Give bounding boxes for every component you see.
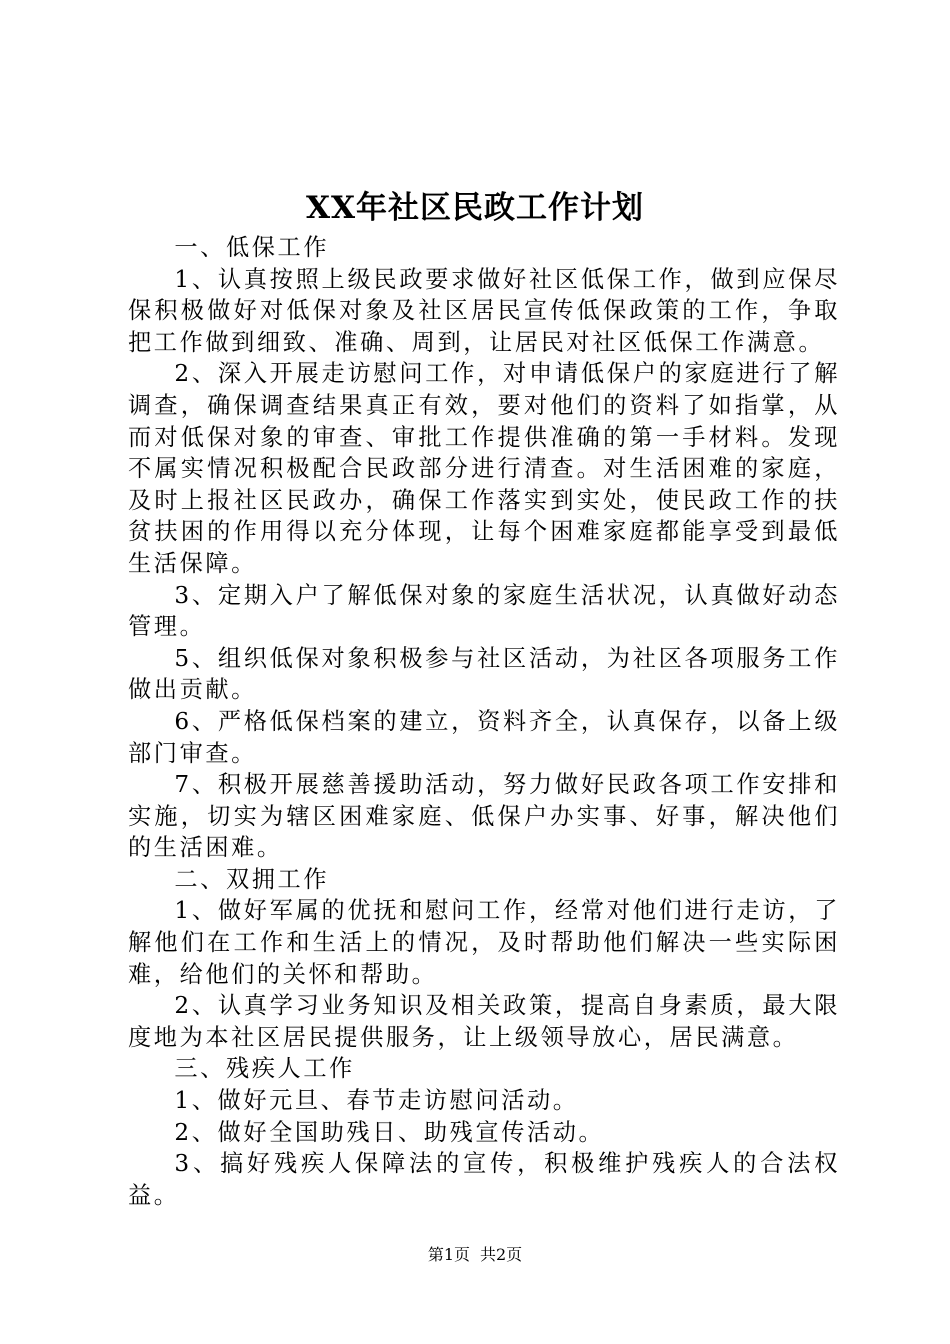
- section-heading: 三、残疾人工作: [174, 1055, 355, 1083]
- paragraph: 5、组织低保对象积极参与社区活动，为社区各项服务工作做出贡献。: [128, 644, 840, 704]
- document-body: [128, 232, 840, 1211]
- paragraph: 2、认真学习业务知识及相关政策，提高自身素质，最大限度地为本社区居民提供服务，让上级领导放心，居民满意。: [128, 992, 840, 1051]
- page-total: 共2页: [480, 1245, 523, 1264]
- paragraph: 3、搞好残疾人保障法的宣传，积极维护残疾人的合法权益。: [128, 1150, 840, 1209]
- paragraph: 6、严格低保档案的建立，资料齐全，认真保存，以备上级部门审查。: [128, 707, 840, 767]
- paragraph: 1、做好军属的优抚和慰问工作，经常对他们进行走访，了解他们在工作和生活上的情况，及时帮助他们解决一些实际困难，给他们的关怀和帮助。: [128, 897, 840, 988]
- paragraph: 1、认真按照上级民政要求做好社区低保工作，做到应保尽保积极做好对低保对象及社区居民宣传低保政策的工作，争取把工作做到细致、准确、周到，让居民对社区低保工作满意。: [128, 265, 840, 356]
- paragraph: 2、做好全国助残日、助残宣传活动。: [174, 1118, 605, 1146]
- document-title: XX年社区民政工作计划: [305, 190, 645, 226]
- paragraph: 7、积极开展慈善援助活动，努力做好民政各项工作安排和实施，切实为辖区困难家庭、低保户办实事、好事，解决他们的生活困难。: [128, 771, 840, 862]
- page-number: 第1页: [427, 1245, 470, 1264]
- paragraph: 3、定期入户了解低保对象的家庭生活状况，认真做好动态管理。: [128, 581, 840, 641]
- section-heading: 二、双拥工作: [174, 865, 330, 893]
- page-footer: [0, 1244, 950, 1266]
- section-heading: 一、低保工作: [174, 234, 330, 261]
- paragraph: 2、深入开展走访慰问工作，对申请低保户的家庭进行了解调查，确保调查结果真正有效，要对他们的资料了如指掌，从而对低保对象的审查、审批工作提供准确的第一手材料。发现不属实情况积极配合民政部分进行清查。对生活困难的家庭，及时上报社区民政办，确保工作落实到实处，使民政工作的扶贫扶困的作用得以充分体现，让每个困难家庭都能享受到最低生活保障。: [128, 360, 840, 577]
- paragraph: 1、做好元旦、春节走访慰问活动。: [174, 1087, 579, 1115]
